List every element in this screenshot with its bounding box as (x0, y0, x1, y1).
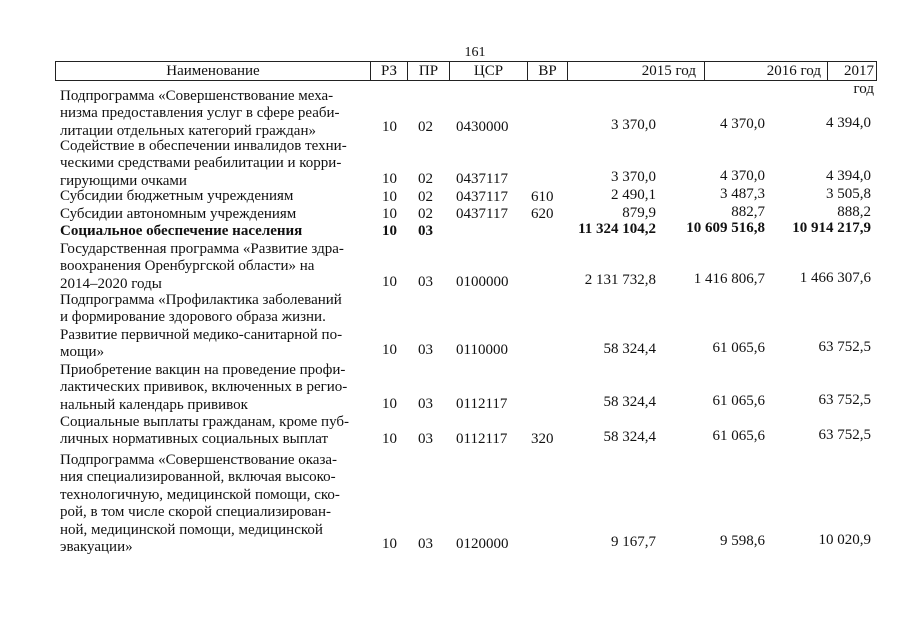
header-name: Наименование (56, 62, 371, 80)
row-value-2016: 4 370,0 (720, 168, 765, 184)
row-csr: 0430000 (456, 119, 509, 135)
row-csr: 0120000 (456, 536, 509, 552)
header-rz: РЗ (371, 62, 408, 80)
row-value-2015: 9 167,7 (611, 534, 656, 550)
row-value-2016: 882,7 (731, 204, 765, 220)
row-value-2017: 63 752,5 (818, 339, 871, 355)
row-value-2015: 3 370,0 (611, 169, 656, 185)
row-rz: 10 (382, 171, 397, 187)
row-value-2017: 3 505,8 (826, 186, 871, 202)
row-value-2016: 1 416 806,7 (693, 271, 765, 287)
row-value-2015: 2 490,1 (611, 187, 656, 203)
row-value-2015: 58 324,4 (603, 429, 656, 445)
row-value-2017: 10 914 217,9 (792, 220, 871, 236)
row-value-2016: 9 598,6 (720, 533, 765, 549)
header-2017: 2017 год (844, 63, 874, 97)
row-value-2016: 4 370,0 (720, 116, 765, 132)
row-value-2016: 10 609 516,8 (686, 220, 765, 236)
row-name: Подпрограмма «Совершенствование оказа- ния специализированной, включая высоко- технологичную, медицинской помощи, ско- рой, в том числе скорой специализирован- ной, медицинской помощи, медицинской эвакуации» (60, 452, 340, 556)
header-2016: 2016 год (705, 62, 828, 80)
row-value-2015: 2 131 732,8 (584, 272, 656, 288)
row-pr: 02 (418, 171, 433, 187)
row-value-2016: 61 065,6 (712, 340, 765, 356)
row-value-2016: 61 065,6 (712, 393, 765, 409)
row-value-2015: 11 324 104,2 (578, 221, 656, 237)
row-csr: 0100000 (456, 274, 509, 290)
row-name: Подпрограмма «Совершенствование меха- низма предоставления услуг в сфере реаби- литации отдельных категорий граждан» (60, 88, 340, 139)
row-rz: 10 (382, 274, 397, 290)
row-value-2017: 63 752,5 (818, 427, 871, 443)
row-pr: 03 (418, 431, 433, 447)
row-rz: 10 (382, 206, 397, 222)
row-value-2017: 1 466 307,6 (799, 270, 871, 286)
row-name: Приобретение вакцин на проведение профи- лактических прививок, включенных в регио- нальный календарь прививок (60, 362, 348, 413)
row-csr: 0437117 (456, 171, 508, 187)
row-name: Субсидии автономным учреждениям (60, 206, 297, 222)
row-vr: 620 (531, 206, 554, 222)
row-vr: 320 (531, 431, 554, 447)
row-vr: 610 (531, 189, 554, 205)
row-csr: 0112117 (456, 431, 508, 447)
row-name: Социальное обеспечение населения (60, 223, 303, 239)
row-name: Подпрограмма «Профилактика заболеваний и формирование здорового образа жизни. Развитие первичной медико-санитарной по- мощи» (60, 292, 343, 361)
row-value-2015: 879,9 (622, 205, 656, 221)
row-name: Социальные выплаты гражданам, кроме пуб- личных нормативных социальных выплат (60, 414, 350, 448)
row-rz: 10 (382, 342, 397, 358)
row-rz: 10 (382, 431, 397, 447)
row-value-2017: 10 020,9 (818, 532, 871, 548)
row-rz: 10 (382, 396, 397, 412)
row-name: Государственная программа «Развитие здра- воохранения Оренбургской области» на 2014–2020 годы (60, 241, 344, 292)
row-rz: 10 (382, 536, 397, 552)
row-value-2017: 888,2 (837, 204, 871, 220)
row-pr: 03 (418, 342, 433, 358)
row-rz: 10 (382, 119, 397, 135)
row-rz: 10 (382, 223, 397, 239)
row-name: Субсидии бюджетным учреждениям (60, 188, 294, 204)
row-value-2015: 58 324,4 (603, 394, 656, 410)
row-csr: 0437117 (456, 189, 508, 205)
page-number: 161 (464, 45, 486, 60)
row-value-2017: 4 394,0 (826, 115, 871, 131)
row-value-2015: 58 324,4 (603, 341, 656, 357)
row-csr: 0112117 (456, 396, 508, 412)
row-name: Содействие в обеспечении инвалидов техни- ческими средствами реабилитации и корри- гирующими очками (60, 138, 347, 189)
header-csr: ЦСР (450, 62, 528, 80)
header-pr: ПР (408, 62, 450, 80)
row-value-2016: 61 065,6 (712, 428, 765, 444)
row-pr: 03 (418, 274, 433, 290)
row-pr: 03 (418, 396, 433, 412)
row-value-2017: 4 394,0 (826, 168, 871, 184)
table-header (55, 61, 877, 97)
row-value-2015: 3 370,0 (611, 117, 656, 133)
row-rz: 10 (382, 189, 397, 205)
row-value-2017: 63 752,5 (818, 392, 871, 408)
row-csr: 0437117 (456, 206, 508, 222)
row-pr: 03 (418, 223, 433, 239)
header-vr: ВР (528, 62, 568, 80)
row-value-2016: 3 487,3 (720, 186, 765, 202)
row-pr: 02 (418, 189, 433, 205)
row-pr: 02 (418, 119, 433, 135)
header-2015: 2015 год (568, 62, 705, 80)
row-csr: 0110000 (456, 342, 508, 358)
row-pr: 02 (418, 206, 433, 222)
row-pr: 03 (418, 536, 433, 552)
